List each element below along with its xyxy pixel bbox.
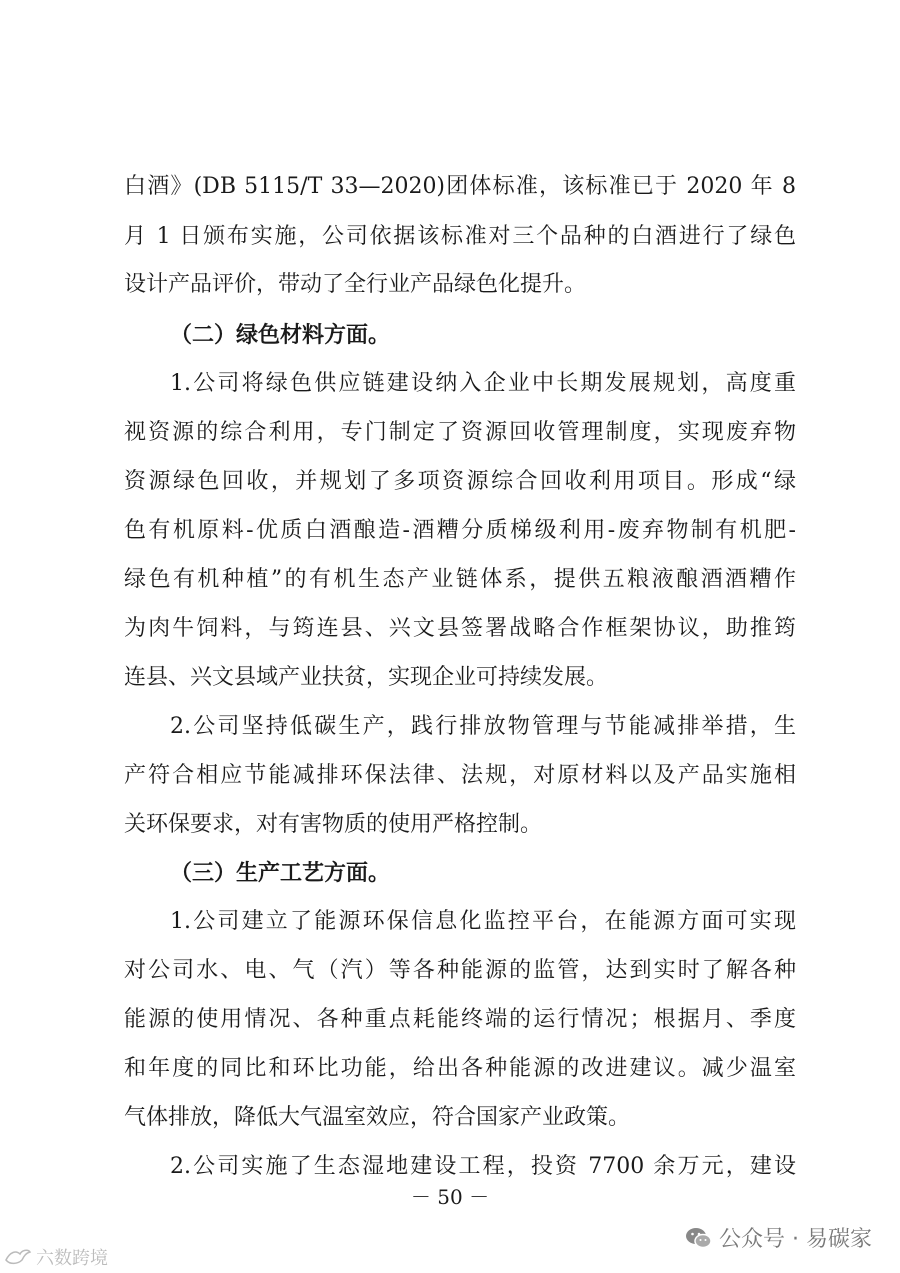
section-heading-process: （三）生产工艺方面。 xyxy=(170,860,391,886)
paragraph-line: 2.公司实施了生态湿地建设工程，投资 7700 余万元，建设 xyxy=(170,1154,796,1179)
paragraph-line: 2.公司坚持低碳生产，践行排放物管理与节能减排举措，生 xyxy=(170,714,796,739)
page-number: － 50 － xyxy=(410,1185,490,1209)
wechat-icon xyxy=(685,1226,713,1250)
corner-watermark xyxy=(4,1244,108,1270)
watermark-text: 公众号 · 易碳家 xyxy=(719,1227,872,1252)
paragraph-line: 连县、兴文县域产业扶贫，实现企业可持续发展。 xyxy=(124,665,609,690)
paragraph-line: 1.公司建立了能源环保信息化监控平台，在能源方面可实现 xyxy=(170,909,796,934)
paragraph-line: 产符合相应节能减排环保法律、法规，对原材料以及产品实施相 xyxy=(124,763,796,788)
watermark-left-text: 六数跨境 xyxy=(36,1248,108,1269)
paragraph-line: 绿色有机种植”的有机生态产业链体系，提供五粮液酿酒酒糟作 xyxy=(124,567,796,592)
wechat-watermark xyxy=(685,1222,872,1253)
paragraph-line: 能源的使用情况、各种重点耗能终端的运行情况；根据月、季度 xyxy=(124,1007,796,1032)
paragraph-line: 资源绿色回收，并规划了多项资源综合回收利用项目。形成“绿 xyxy=(124,469,796,494)
paragraph-line: 为肉牛饲料，与筠连县、兴文县签署战略合作框架协议，助推筠 xyxy=(124,616,796,641)
paragraph-line: 气体排放，降低大气温室效应，符合国家产业政策。 xyxy=(124,1105,631,1130)
bird-logo-icon xyxy=(4,1246,32,1268)
paragraph-line: 和年度的同比和环比功能，给出各种能源的改进建议。减少温室 xyxy=(124,1056,796,1081)
section-heading-materials: （二）绿色材料方面。 xyxy=(170,322,391,348)
paragraph-line: 1.公司将绿色供应链建设纳入企业中长期发展规划，高度重 xyxy=(170,371,796,396)
paragraph-line: 关环保要求，对有害物质的使用严格控制。 xyxy=(124,812,543,837)
paragraph-line: 白酒》(DB 5115/T 33—2020)团体标准，该标准已于 2020 年 8 xyxy=(124,174,796,199)
paragraph-line: 色有机原料-优质白酒酿造-酒糟分质梯级利用-废弃物制有机肥- xyxy=(124,518,796,543)
paragraph-line: 设计产品评价，带动了全行业产品绿色化提升。 xyxy=(124,272,587,297)
paragraph-line: 视资源的综合利用，专门制定了资源回收管理制度，实现废弃物 xyxy=(124,420,796,445)
paragraph-line: 月 1 日颁布实施，公司依据该标准对三个品种的白酒进行了绿色 xyxy=(124,224,796,249)
paragraph-line: 对公司水、电、气（汽）等各种能源的监管，达到实时了解各种 xyxy=(124,958,796,983)
